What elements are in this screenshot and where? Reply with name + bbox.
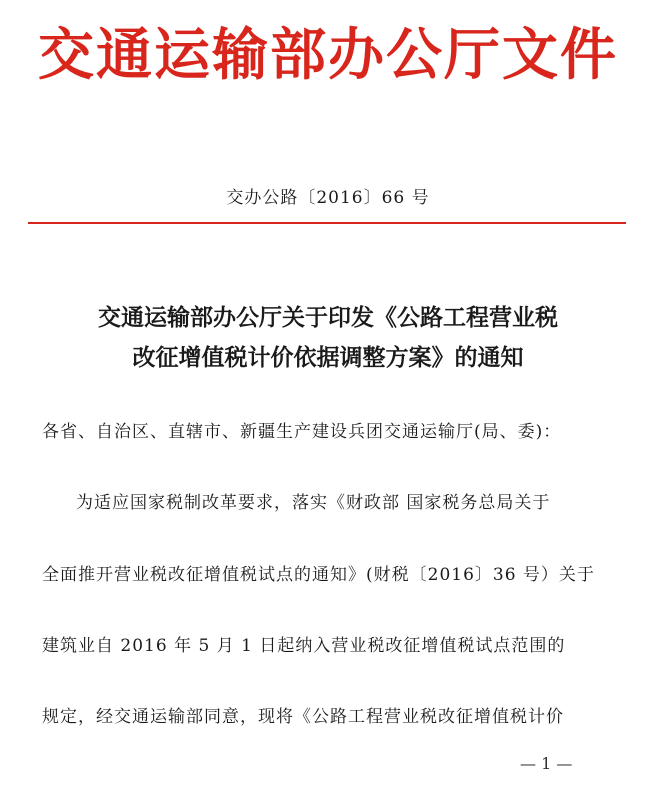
body-text-line: 规定，经交通运输部同意，现将《公路工程营业税改征增值税计价 xyxy=(42,707,564,727)
recipients-line: 各省、自治区、直辖市、新疆生产建设兵团交通运输厅(局、委)： xyxy=(42,422,562,442)
document-header-title: 交通运输部办公厅文件 xyxy=(38,23,618,88)
body-text-line: 建筑业自 2016 年 5 月 1 日起纳入营业税改征增值税试点范围的 xyxy=(42,636,566,656)
body-text-line: 全面推开营业税改征增值税试点的通知》(财税〔2016〕36 号）关于 xyxy=(42,565,595,585)
notice-title-line-1: 交通运输部办公厅关于印发《公路工程营业税 xyxy=(98,305,558,331)
page-number: — 1 — xyxy=(520,754,573,773)
red-divider-line xyxy=(28,222,626,224)
document-number: 交办公路〔2016〕66 号 xyxy=(226,188,430,208)
body-text-line: 为适应国家税制改革要求，落实《财政部 国家税务总局关于 xyxy=(76,493,551,513)
notice-title-line-2: 改征增值税计价依据调整方案》的通知 xyxy=(132,345,524,371)
